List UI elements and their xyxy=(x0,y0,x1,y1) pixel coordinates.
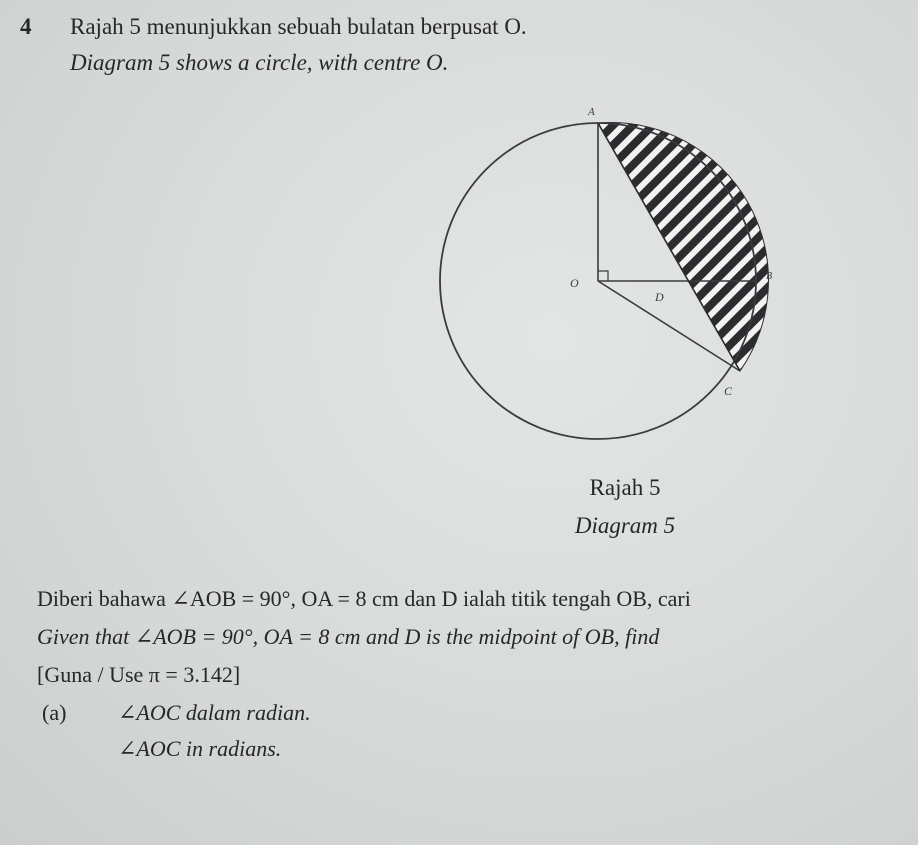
given-text-english: Given that ∠AOB = 90°, OA = 8 cm and D is the midpoint of OB, find xyxy=(37,624,660,649)
label-d: D xyxy=(655,290,664,304)
label-o: O xyxy=(570,276,579,290)
diagram-caption-malay: Rajah 5 xyxy=(589,475,661,500)
given-text-malay: Diberi bahawa ∠AOB = 90°, OA = 8 cm dan D ialah titik tengah OB, cari xyxy=(37,586,691,611)
diagram-caption-english: Diagram 5 xyxy=(574,513,676,538)
circle-diagram xyxy=(420,95,820,445)
label-b: B xyxy=(766,271,773,282)
label-a: A xyxy=(588,106,595,118)
question-text-malay: Rajah 5 menunjukkan sebuah bulatan berpusat O. xyxy=(70,14,527,39)
use-pi-note: [Guna / Use π = 3.142] xyxy=(37,662,241,687)
question-number: 4 xyxy=(20,14,32,39)
label-c: C xyxy=(724,384,733,398)
part-a-text-english: ∠AOC in radians. xyxy=(118,736,282,761)
question-text-english: Diagram 5 shows a circle, with centre O. xyxy=(70,50,449,75)
right-angle-marker xyxy=(598,271,608,281)
part-a-text-malay: ∠AOC dalam radian. xyxy=(118,700,311,725)
shaded-segment xyxy=(598,123,768,371)
part-a-label: (a) xyxy=(42,700,67,725)
